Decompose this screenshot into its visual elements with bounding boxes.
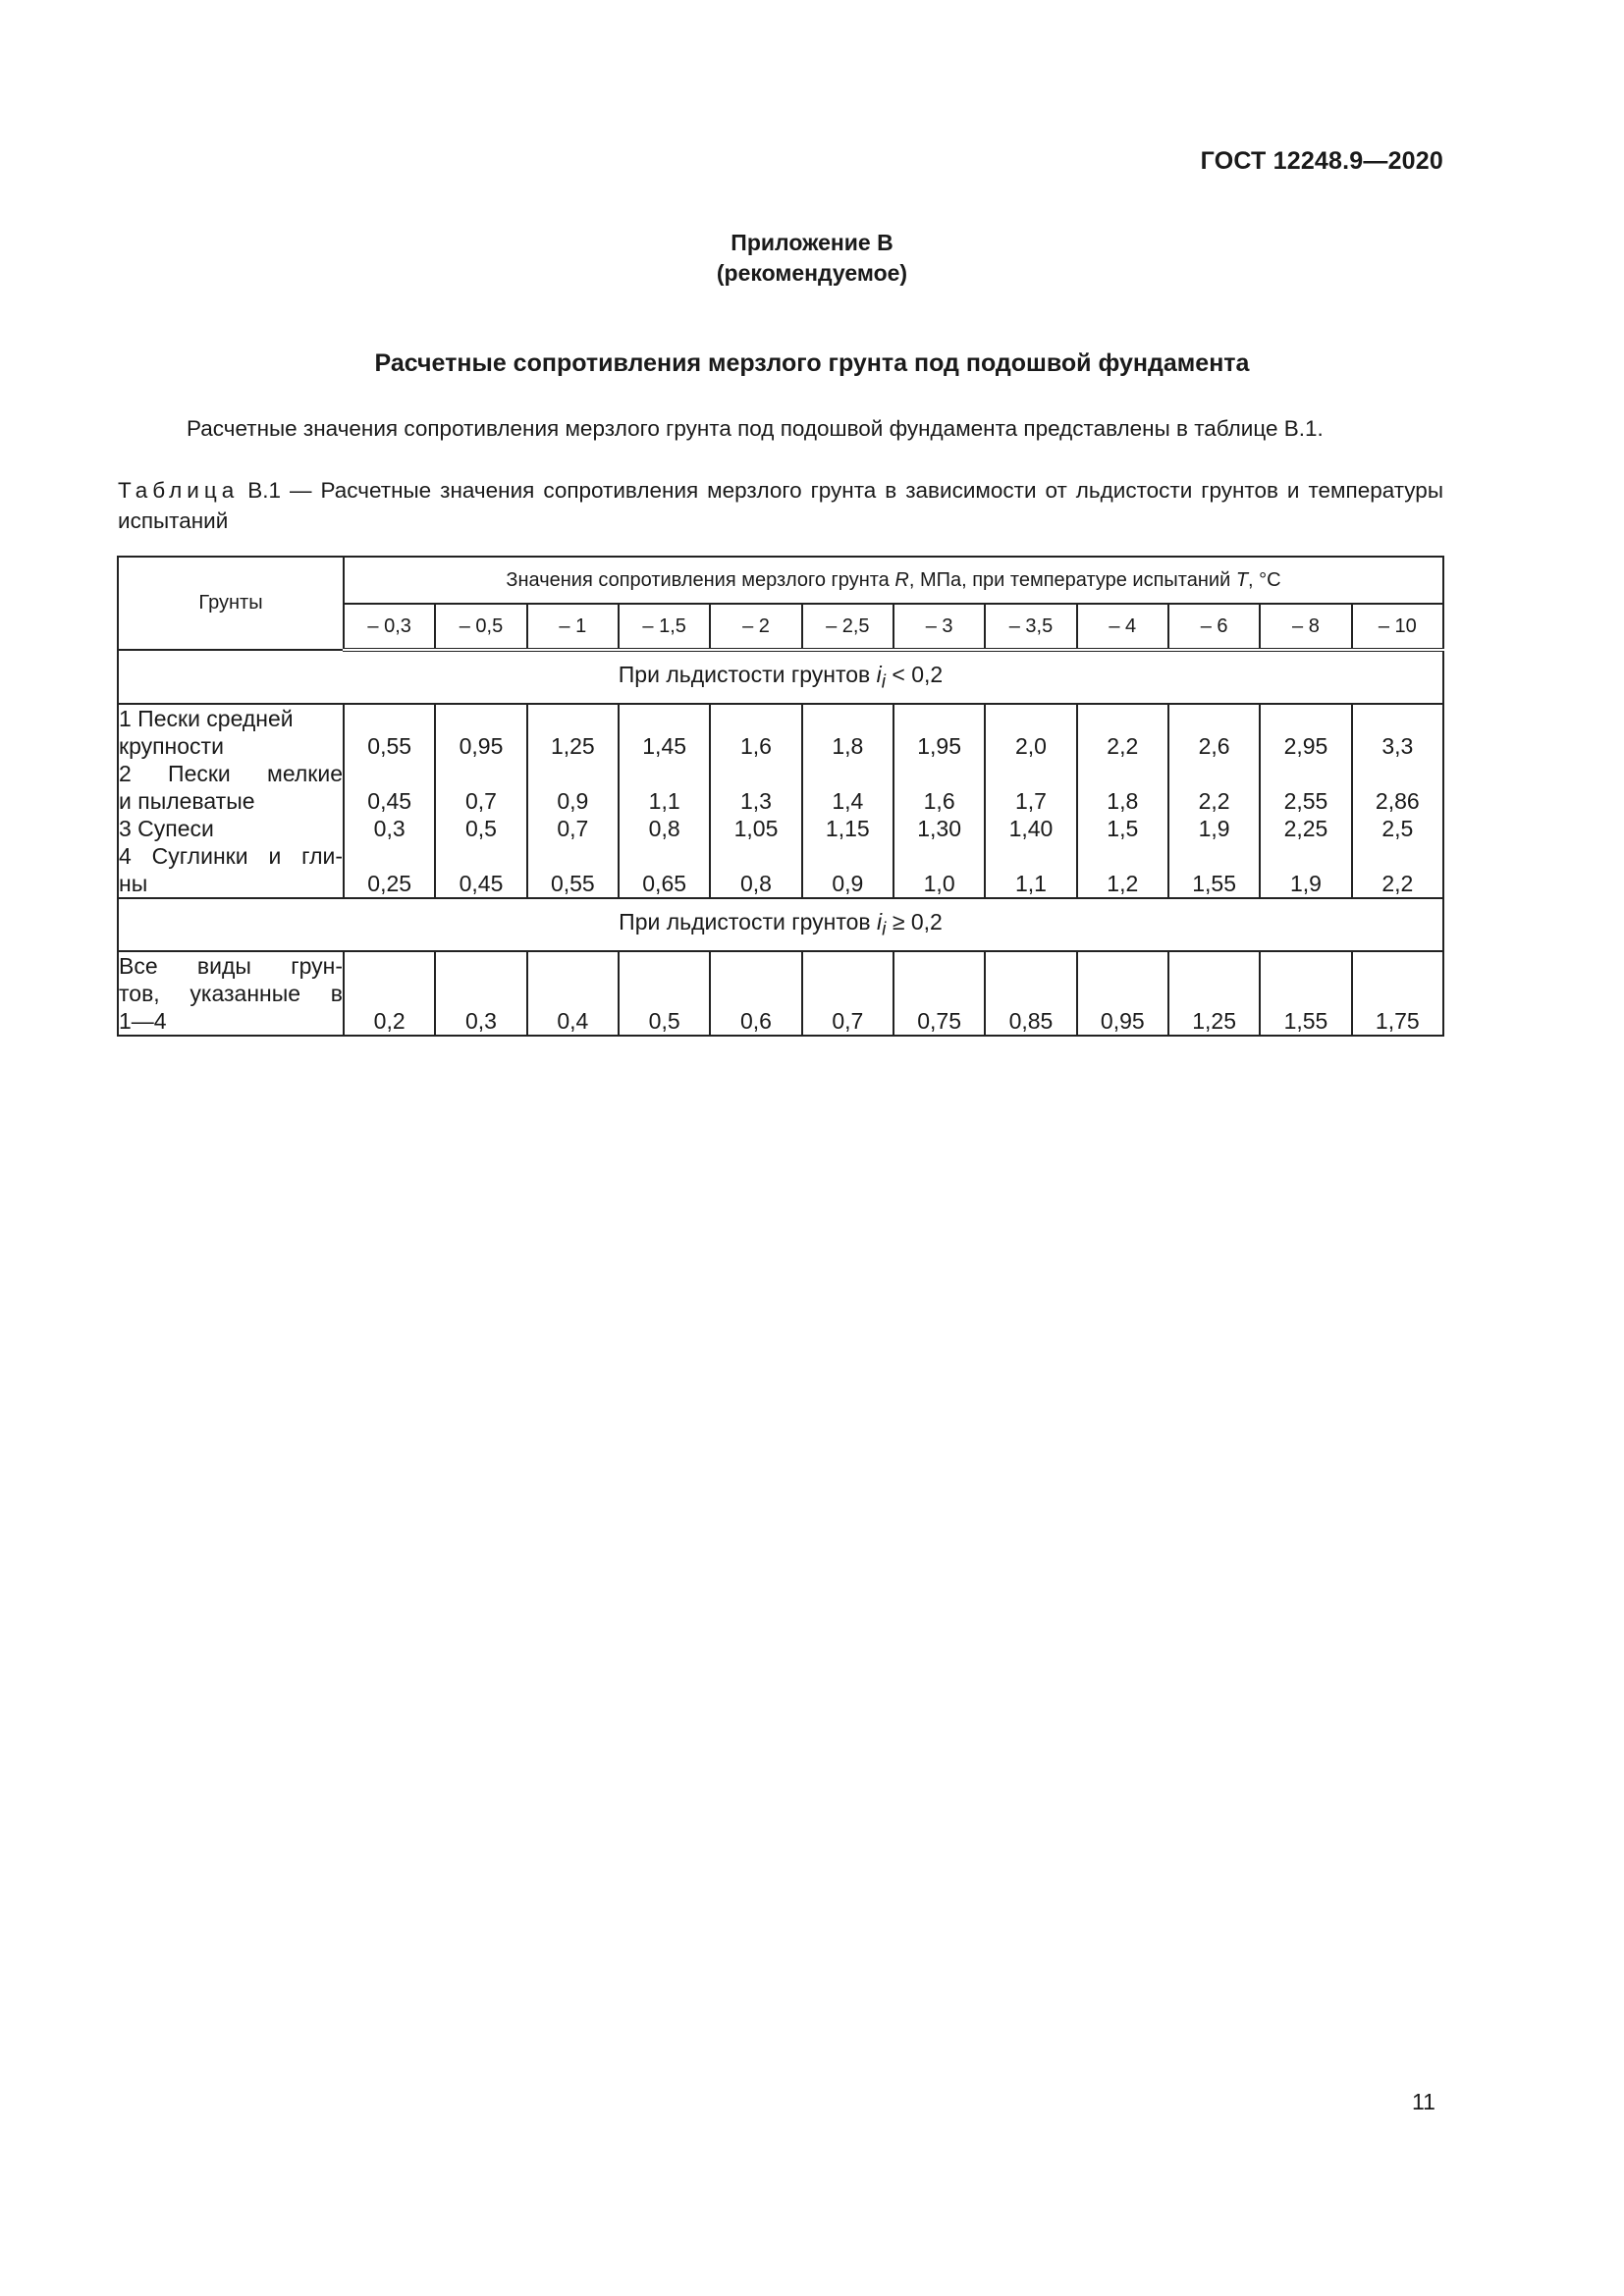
value-cell: 0,95 xyxy=(1077,951,1168,1036)
table-caption-label: Таблица xyxy=(118,478,240,503)
value-spacer xyxy=(1078,842,1167,870)
value-spacer xyxy=(1078,705,1167,732)
value-cell: 1,25 xyxy=(1168,951,1260,1036)
value-cell: 2,25 xyxy=(1283,816,1328,841)
value-cell: 2,0 xyxy=(1014,733,1047,759)
value-spacer xyxy=(986,705,1075,732)
value-column-cell xyxy=(1260,704,1351,898)
value-cell: 0,45 xyxy=(367,788,412,814)
value-spacer xyxy=(711,842,800,870)
temperature-cell: – 3,5 xyxy=(985,604,1076,650)
temperature-cell: – 3 xyxy=(893,604,985,650)
value-cell: 1,8 xyxy=(1107,788,1139,814)
soil-name-line: 3 Супеси xyxy=(119,816,214,841)
value-cell: 1,9 xyxy=(1289,871,1322,896)
value-spacer xyxy=(1353,705,1442,732)
value-column-cell xyxy=(619,704,710,898)
value-cell: 1,45 xyxy=(642,733,687,759)
value-column-cell xyxy=(710,704,801,898)
value-cell: 1,1 xyxy=(1014,871,1047,896)
value-spacer xyxy=(1353,760,1442,787)
value-cell: 0,9 xyxy=(832,871,864,896)
value-spacer xyxy=(345,760,434,787)
value-column-cell xyxy=(1168,704,1260,898)
value-cell: 0,3 xyxy=(435,951,526,1036)
value-cell: 0,95 xyxy=(459,733,504,759)
value-spacer xyxy=(1169,760,1259,787)
value-spacer xyxy=(986,842,1075,870)
value-spacer xyxy=(986,760,1075,787)
appendix-heading xyxy=(0,228,1624,289)
value-cell: 0,3 xyxy=(373,816,406,841)
value-cell: 0,55 xyxy=(550,871,595,896)
value-spacer xyxy=(894,760,984,787)
value-spacer xyxy=(620,705,709,732)
value-cell: 0,8 xyxy=(648,816,680,841)
temperature-cell: – 8 xyxy=(1260,604,1351,650)
value-cell: 1,3 xyxy=(739,788,772,814)
value-cell: 1,95 xyxy=(917,733,962,759)
value-cell: 0,6 xyxy=(710,951,801,1036)
value-cell: 1,40 xyxy=(1008,816,1054,841)
soil-name-line: 1 Пески средней xyxy=(119,706,294,731)
value-cell: 1,1 xyxy=(648,788,680,814)
temperature-cell: – 2 xyxy=(710,604,801,650)
value-cell: 2,86 xyxy=(1375,788,1420,814)
value-spacer xyxy=(711,705,800,732)
value-cell: 3,3 xyxy=(1381,733,1414,759)
soil-name-line: и пылеватые xyxy=(119,788,255,814)
section-title: Расчетные сопротивления мерзлого грунта под подошвой фундамента xyxy=(374,349,1250,377)
value-column-cell xyxy=(1077,704,1168,898)
value-cell: 2,2 xyxy=(1381,871,1414,896)
value-column-cell xyxy=(435,704,526,898)
value-spacer xyxy=(436,760,525,787)
value-cell: 2,2 xyxy=(1198,788,1230,814)
value-spacer xyxy=(620,760,709,787)
value-cell: 1,0 xyxy=(923,871,955,896)
value-cell: 1,6 xyxy=(739,733,772,759)
value-cell: 2,2 xyxy=(1107,733,1139,759)
value-spacer xyxy=(436,705,525,732)
value-cell: 0,65 xyxy=(642,871,687,896)
page-number: 11 xyxy=(1412,2089,1435,2114)
value-cell: 0,45 xyxy=(459,871,504,896)
value-spacer xyxy=(803,760,893,787)
value-spacer xyxy=(1169,842,1259,870)
low-ice-soils-row xyxy=(118,704,1443,898)
value-column-cell xyxy=(985,704,1076,898)
value-column-cell xyxy=(802,704,893,898)
group-header-high-ice: При льдистости грунтов $i_i \ge 0,2$ xyxy=(118,898,1443,951)
temperature-cell: – 0,3 xyxy=(344,604,435,650)
value-cell: 1,2 xyxy=(1107,871,1139,896)
value-spacer xyxy=(1169,705,1259,732)
value-column-cell xyxy=(527,704,619,898)
value-spacer xyxy=(711,760,800,787)
value-cell: 0,25 xyxy=(367,871,412,896)
value-cell: 0,8 xyxy=(739,871,772,896)
value-cell: 2,95 xyxy=(1283,733,1328,759)
value-cell: 1,7 xyxy=(1014,788,1047,814)
all-soils-row xyxy=(118,951,1443,1036)
value-cell: 0,55 xyxy=(367,733,412,759)
value-cell: 1,55 xyxy=(1260,951,1351,1036)
value-spacer xyxy=(436,842,525,870)
value-spacer xyxy=(894,705,984,732)
value-spacer xyxy=(803,842,893,870)
value-spacer xyxy=(528,760,618,787)
value-cell: 1,5 xyxy=(1107,816,1139,841)
value-cell: 1,05 xyxy=(733,816,779,841)
soil-name-line: крупности xyxy=(119,733,224,759)
temperature-cell: – 2,5 xyxy=(802,604,893,650)
temperature-cell: – 1,5 xyxy=(619,604,710,650)
value-spacer xyxy=(1261,705,1350,732)
value-cell: 0,75 xyxy=(893,951,985,1036)
value-cell: 1,30 xyxy=(917,816,962,841)
value-cell: 0,2 xyxy=(344,951,435,1036)
value-cell: 0,5 xyxy=(619,951,710,1036)
all-soils-name-line: 1—4 xyxy=(119,1008,167,1034)
value-cell: 1,8 xyxy=(832,733,864,759)
value-spacer xyxy=(528,842,618,870)
value-spacer xyxy=(894,842,984,870)
group-header-low-ice: При льдистости грунтов $i_i < 0,2$ xyxy=(118,650,1443,704)
appendix-subtitle: (рекомендуемое) xyxy=(716,260,908,286)
soil-name-line: 4 Суглинки и гли- xyxy=(119,843,343,869)
value-cell: 2,55 xyxy=(1283,788,1328,814)
appendix-title: Приложение В xyxy=(731,230,893,255)
soil-name-line: ны xyxy=(119,871,148,896)
temperature-cell: – 10 xyxy=(1352,604,1443,650)
value-cell: 0,7 xyxy=(802,951,893,1036)
resistance-table xyxy=(117,556,1444,1037)
value-column-cell xyxy=(344,704,435,898)
value-spacer xyxy=(1261,842,1350,870)
value-cell: 0,7 xyxy=(465,788,497,814)
value-cell: 1,9 xyxy=(1198,816,1230,841)
value-cell: 2,6 xyxy=(1198,733,1230,759)
temperature-cell: – 6 xyxy=(1168,604,1260,650)
table-caption-text: — Расчетные значения сопротивления мерзлого грунта в зависимости от льдистости грунтов и температуры испытаний xyxy=(118,478,1443,533)
value-cell: 1,6 xyxy=(923,788,955,814)
value-cell: 0,85 xyxy=(985,951,1076,1036)
all-soils-name-cell xyxy=(118,951,344,1036)
soil-names-cell xyxy=(118,704,344,898)
value-cell: 0,7 xyxy=(557,816,589,841)
value-cell: 1,25 xyxy=(550,733,595,759)
value-spacer xyxy=(803,705,893,732)
value-cell: 1,4 xyxy=(832,788,864,814)
table-caption xyxy=(118,475,1443,536)
all-soils-name-line: тов, указанные в xyxy=(119,981,343,1006)
value-column-cell xyxy=(1352,704,1443,898)
value-cell: 1,55 xyxy=(1192,871,1236,896)
document-standard-id: ГОСТ 12248.9—2020 xyxy=(1200,147,1443,175)
value-spacer xyxy=(345,705,434,732)
value-cell: 0,4 xyxy=(527,951,619,1036)
value-spacer xyxy=(620,842,709,870)
value-cell: 0,9 xyxy=(557,788,589,814)
temperature-cell: – 0,5 xyxy=(435,604,526,650)
all-soils-name-line: Все виды грун- xyxy=(119,953,343,979)
temperature-cell: – 1 xyxy=(527,604,619,650)
value-cell: 2,5 xyxy=(1381,816,1414,841)
value-spacer xyxy=(345,842,434,870)
value-spacer xyxy=(528,705,618,732)
temperature-cell: – 4 xyxy=(1077,604,1168,650)
value-spacer xyxy=(1261,760,1350,787)
soil-column-header: Грунты xyxy=(118,557,344,650)
table-caption-number: В.1 xyxy=(247,478,282,503)
intro-paragraph: Расчетные значения сопротивления мерзлого грунта под подошвой фундамента представлены в таблице В.1. xyxy=(187,416,1324,441)
soil-name-line: 2 Пески мелкие xyxy=(119,761,343,786)
value-cell: 1,75 xyxy=(1352,951,1443,1036)
value-cell: 0,5 xyxy=(465,816,497,841)
value-spacer xyxy=(1078,760,1167,787)
temperature-header: Значения сопротивления мерзлого грунта R, МПа, при температуре испытаний T, °С xyxy=(344,557,1443,604)
value-cell: 1,15 xyxy=(825,816,870,841)
value-column-cell xyxy=(893,704,985,898)
value-spacer xyxy=(1353,842,1442,870)
